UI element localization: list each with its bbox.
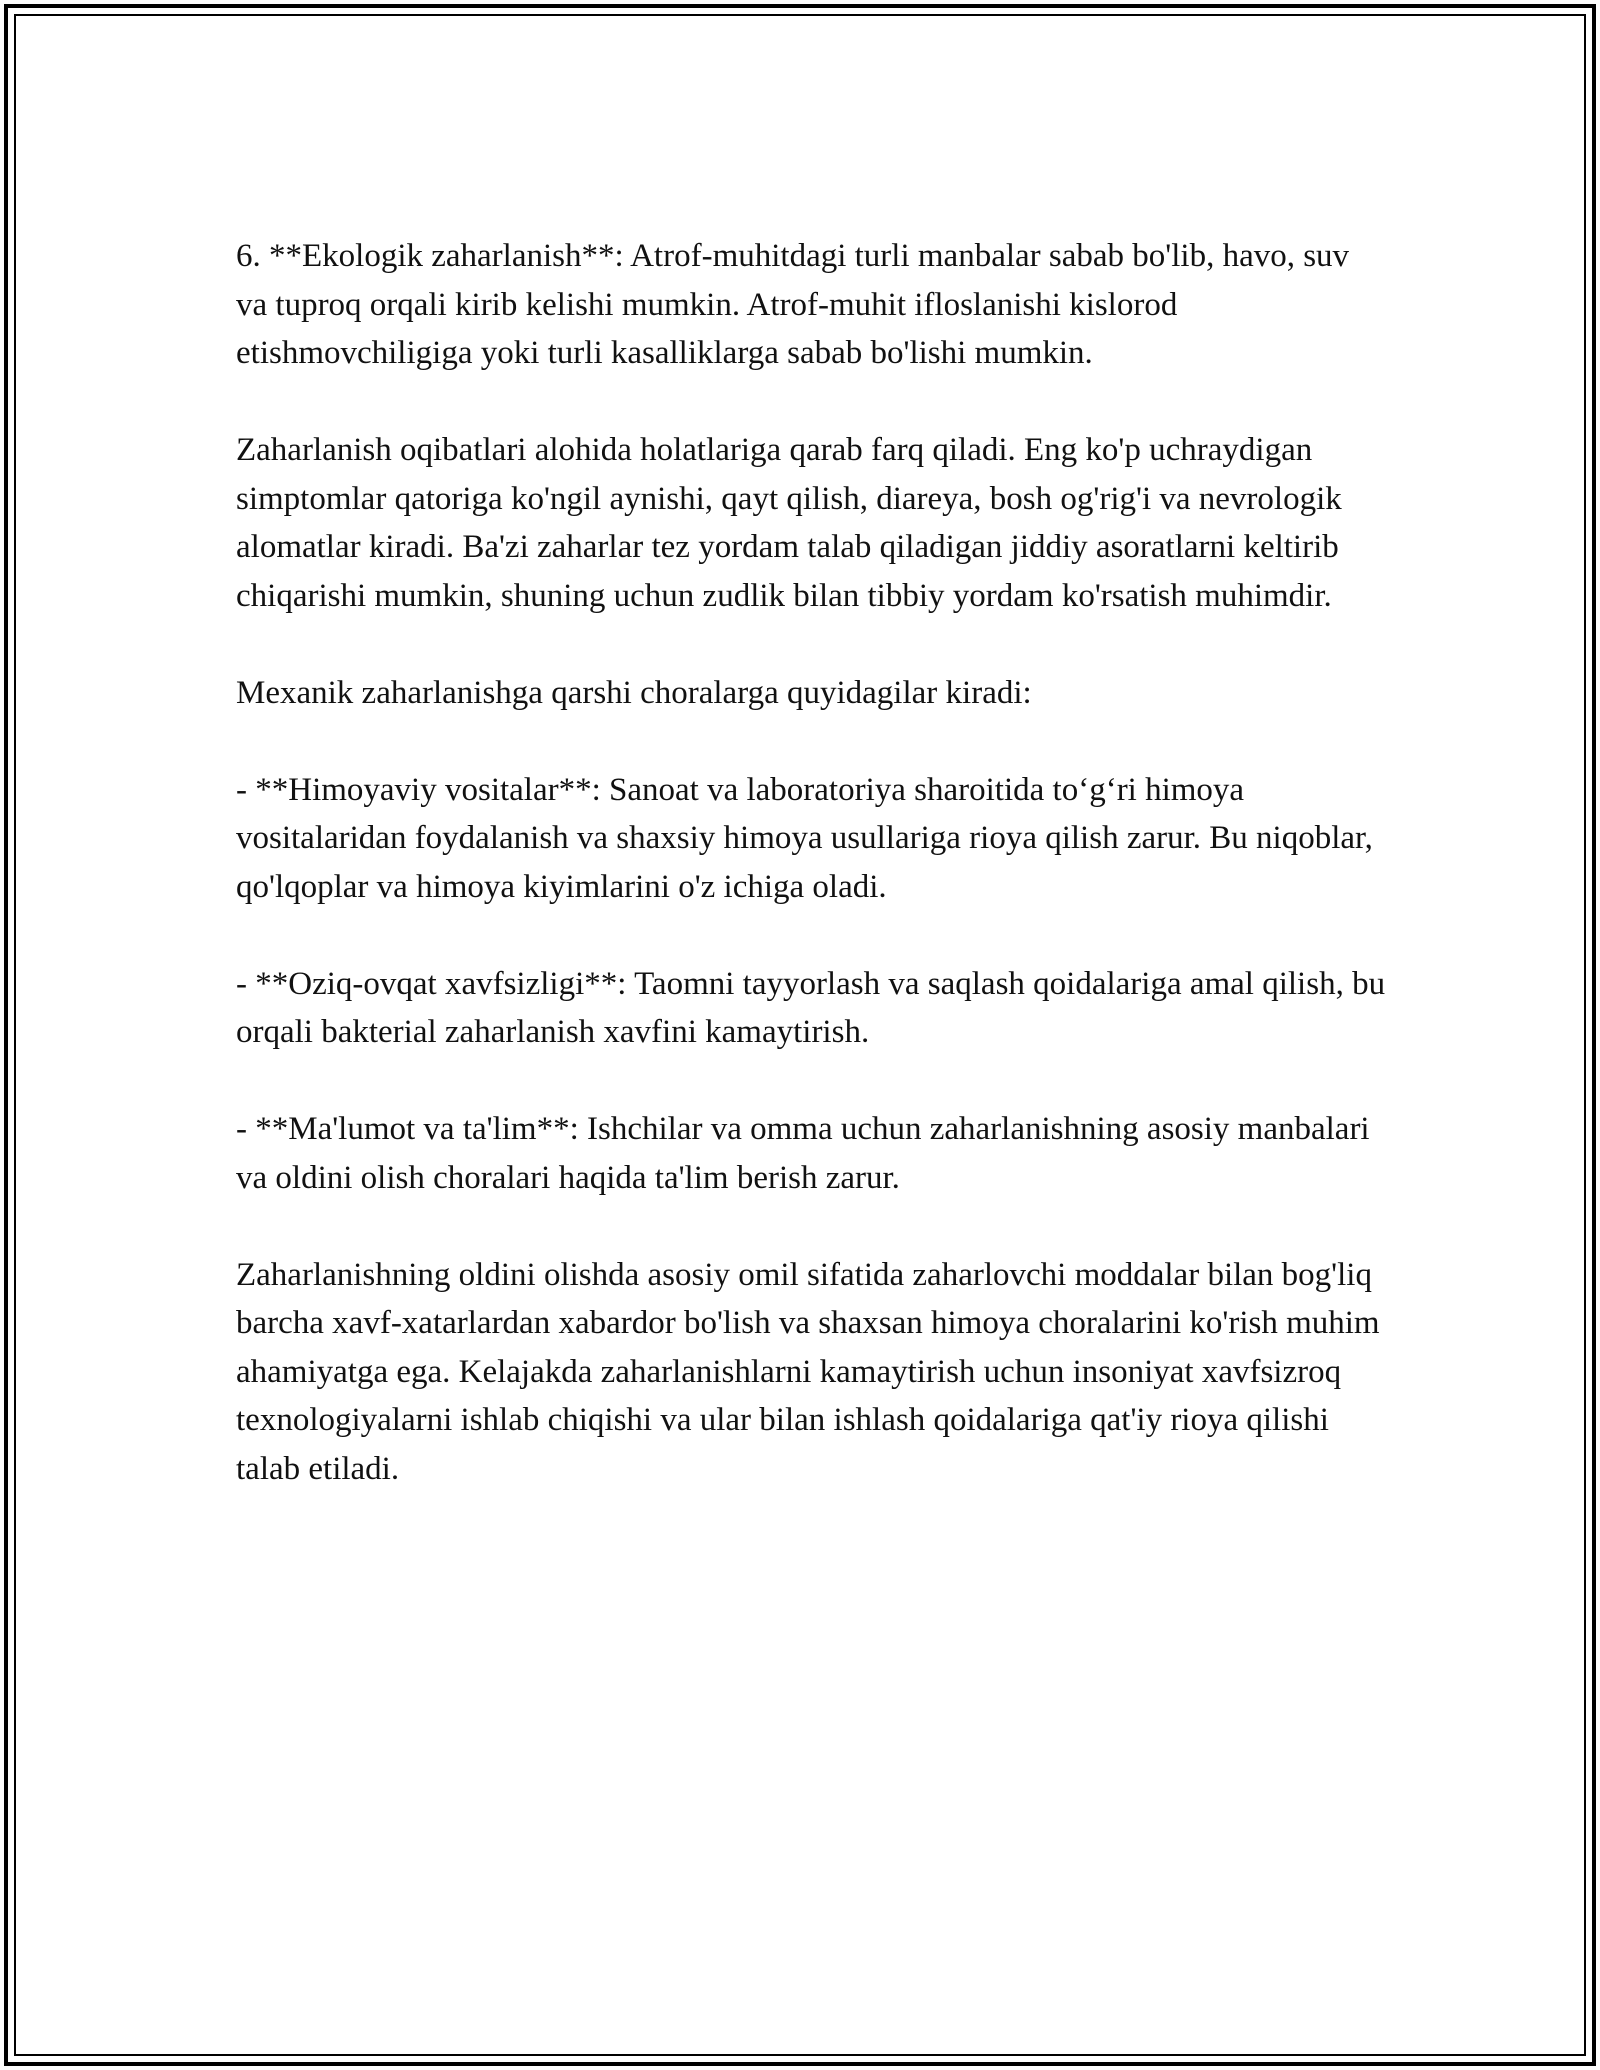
paragraph-measures-intro: Mexanik zaharlanishga qarshi choralarga quyidagilar kiradi: xyxy=(236,674,1032,711)
list-item-information-education: - **Ma'lumot va ta'lim**: Ishchilar va omma uchun zaharlanishning asosiy manbalari va oldini olish choralari haqida ta'lim berish zarur. xyxy=(236,1111,1370,1196)
paragraph-poisoning-consequences: Zaharlanish oqibatlari alohida holatlariga qarab farq qiladi. Eng ko'p uchraydigan simptomlar qatoriga ko'ngil aynishi, qayt qilish, diareya, bosh og'rig'i va nevrologik alomatlar kiradi. Ba'zi zaharlar tez yordam talab qiladigan jiddiy asoratlarni keltirib chiqarishi mumkin, shuning uchun zudlik bilan tibbiy yordam ko'rsatish muhimdir. xyxy=(236,432,1342,614)
list-item-protective-equipment: - **Himoyaviy vositalar**: Sanoat va laboratoriya sharoitida to‘g‘ri himoya vositalaridan foydalanish va shaxsiy himoya usullariga rioya qilish zarur. Bu niqoblar, qo'lqoplar va himoya kiyimlarini o'z ichiga oladi. xyxy=(236,771,1373,905)
document-body xyxy=(236,232,1386,1493)
paragraph-conclusion: Zaharlanishning oldini olishda asosiy omil sifatida zaharlovchi moddalar bilan bog'liq barcha xavf-xatarlardan xabardor bo'lish va shaxsan himoya choralarini ko'rish muhim ahamiyatga ega. Kelajakda zaharlanishlarni kamaytirish uchun insoniyat xavfsizroq texnologiyalarni ishlab chiqishi va ular bilan ishlash qoidalariga qat'iy rioya qilishi talab etiladi. xyxy=(236,1256,1380,1487)
list-item-food-safety: - **Oziq-ovqat xavfsizligi**: Taomni tayyorlash va saqlash qoidalariga amal qilish, bu orqali bakterial zaharlanish xavfini kamaytirish. xyxy=(236,965,1386,1050)
paragraph-ecological-poisoning: 6. **Ekologik zaharlanish**: Atrof-muhitdagi turli manbalar sabab bo'lib, havo, suv va tuproq orqali kirib kelishi mumkin. Atrof-muhit ifloslanishi kislorod etishmovchiligiga yoki turli kasalliklarga sabab bo'lishi mumkin. xyxy=(236,238,1350,371)
